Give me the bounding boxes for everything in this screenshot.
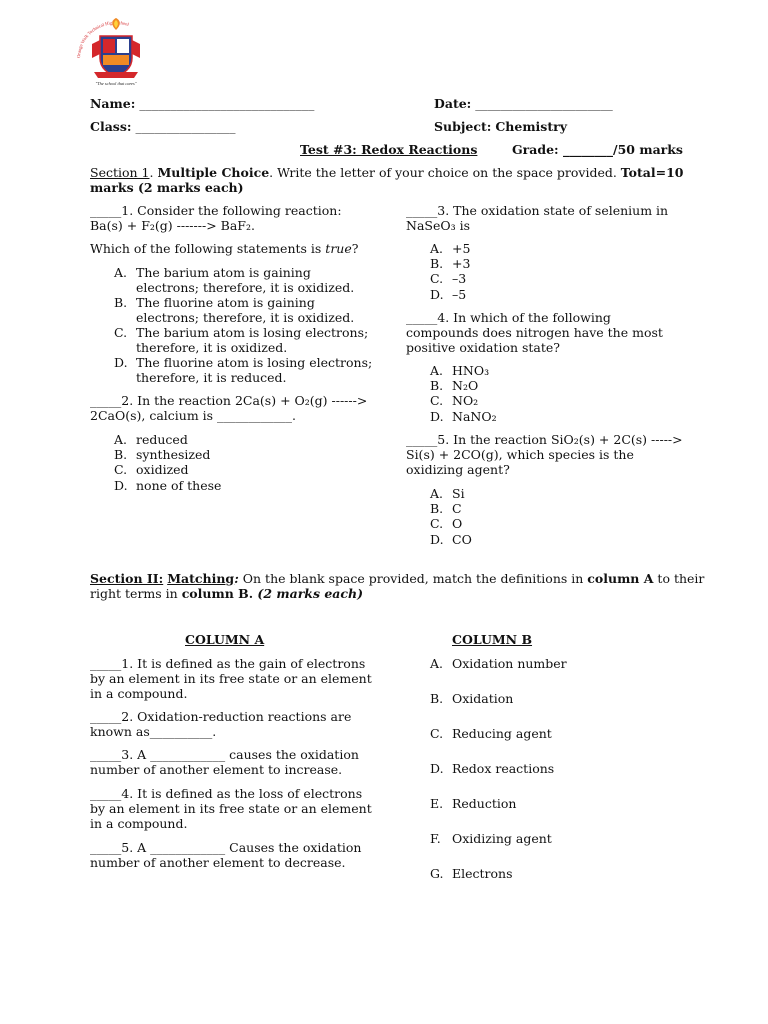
q2-line1: _____2. In the reaction 2Ca(s) + O₂(g) ------> — [90, 393, 368, 408]
section2-heading: Section II: Matching: On the blank space provided, match the definitions in column A to their — [90, 571, 705, 586]
column-b-ref: column B. — [181, 586, 254, 601]
section1-label: Section 1 — [90, 165, 150, 180]
section1-marks: marks (2 marks each) — [90, 180, 244, 195]
name-field[interactable] — [90, 96, 314, 111]
section2-line2: right terms in column B. (2 marks each) — [90, 586, 364, 601]
column-a-title: COLUMN A — [185, 632, 265, 647]
q4-line3: positive oxidation state? — [406, 340, 561, 355]
q3-line1: _____3. The oxidation state of selenium in — [406, 203, 669, 218]
q5-line1: _____5. In the reaction SiO₂(s) + 2C(s) -----> — [406, 432, 683, 447]
q1-prompt-emphasis: true — [325, 241, 352, 256]
column-a-item-4[interactable]: _____4. It is defined as the loss of electrons by an element in its free state or an element in a compound. — [90, 786, 372, 831]
q5-line3: oxidizing agent? — [406, 462, 510, 477]
date-label: Date: — [434, 96, 472, 111]
name-blank[interactable]: ____________________________ — [139, 96, 315, 111]
q3-line2: NaSeO₃ is — [406, 218, 470, 233]
grade-blank[interactable]: ________ — [563, 142, 614, 157]
q4-line1: _____4. In which of the following — [406, 310, 611, 325]
section1-total: Total=10 — [620, 165, 684, 180]
section1-heading: Section 1. Multiple Choice. Write the letter of your choice on the space provided. Total=10 — [90, 165, 684, 180]
column-a-item-2[interactable]: _____2. Oxidation-reduction reactions are known as__________. — [90, 709, 352, 739]
logo-arc-text: Orange Walk Technical Hig hool — [75, 20, 130, 59]
subject-value: Chemistry — [495, 119, 567, 134]
section1-instr: . Write the letter of your choice on the space provided. — [269, 165, 621, 180]
name-label: Name: — [90, 96, 136, 111]
test-title: Test #3: Redox Reactions — [300, 142, 478, 157]
column-a-ref: column A — [587, 571, 654, 586]
date-blank[interactable]: ______________________ — [475, 96, 613, 111]
grade-field[interactable] — [512, 142, 683, 157]
column-a-item-1[interactable]: _____1. It is defined as the gain of electrons by an element in its free state or an element in a compound. — [90, 656, 372, 701]
section2-title: Matching — [167, 571, 235, 586]
q5-line2: Si(s) + 2CO(g), which species is the — [406, 447, 634, 462]
logo-motto: "The school that cares" — [95, 81, 137, 86]
section2-label: Section II: — [90, 571, 164, 586]
q4-line2: compounds does nitrogen have the most — [406, 325, 663, 340]
subject-field — [434, 119, 567, 134]
school-logo — [70, 14, 162, 86]
column-a-item-5[interactable]: _____5. A ____________ Causes the oxidation number of another element to decrease. — [90, 840, 362, 870]
q1-line1: _____1. Consider the following reaction: — [90, 203, 342, 218]
q1-line2: Ba(s) + F₂(g) -------> BaF₂. — [90, 218, 255, 233]
q1-prompt: Which of the following statements is true? — [90, 241, 359, 256]
grade-marks: /50 marks — [613, 142, 683, 157]
subject-label: Subject: — [434, 119, 492, 134]
column-b-title: COLUMN B — [452, 632, 533, 647]
grade-label: Grade: — [512, 142, 559, 157]
section2-marks: (2 marks each) — [253, 586, 364, 601]
column-a-item-3[interactable]: _____3. A ____________ causes the oxidation number of another element to increase. — [90, 747, 359, 777]
school-crest-icon — [70, 14, 162, 86]
date-field[interactable] — [434, 96, 613, 111]
class-field[interactable] — [90, 119, 235, 134]
class-blank[interactable]: ________________ — [135, 119, 236, 134]
q2-line2: 2CaO(s), calcium is ____________. — [90, 408, 297, 423]
class-label: Class: — [90, 119, 132, 134]
section1-title: Multiple Choice — [157, 165, 270, 180]
